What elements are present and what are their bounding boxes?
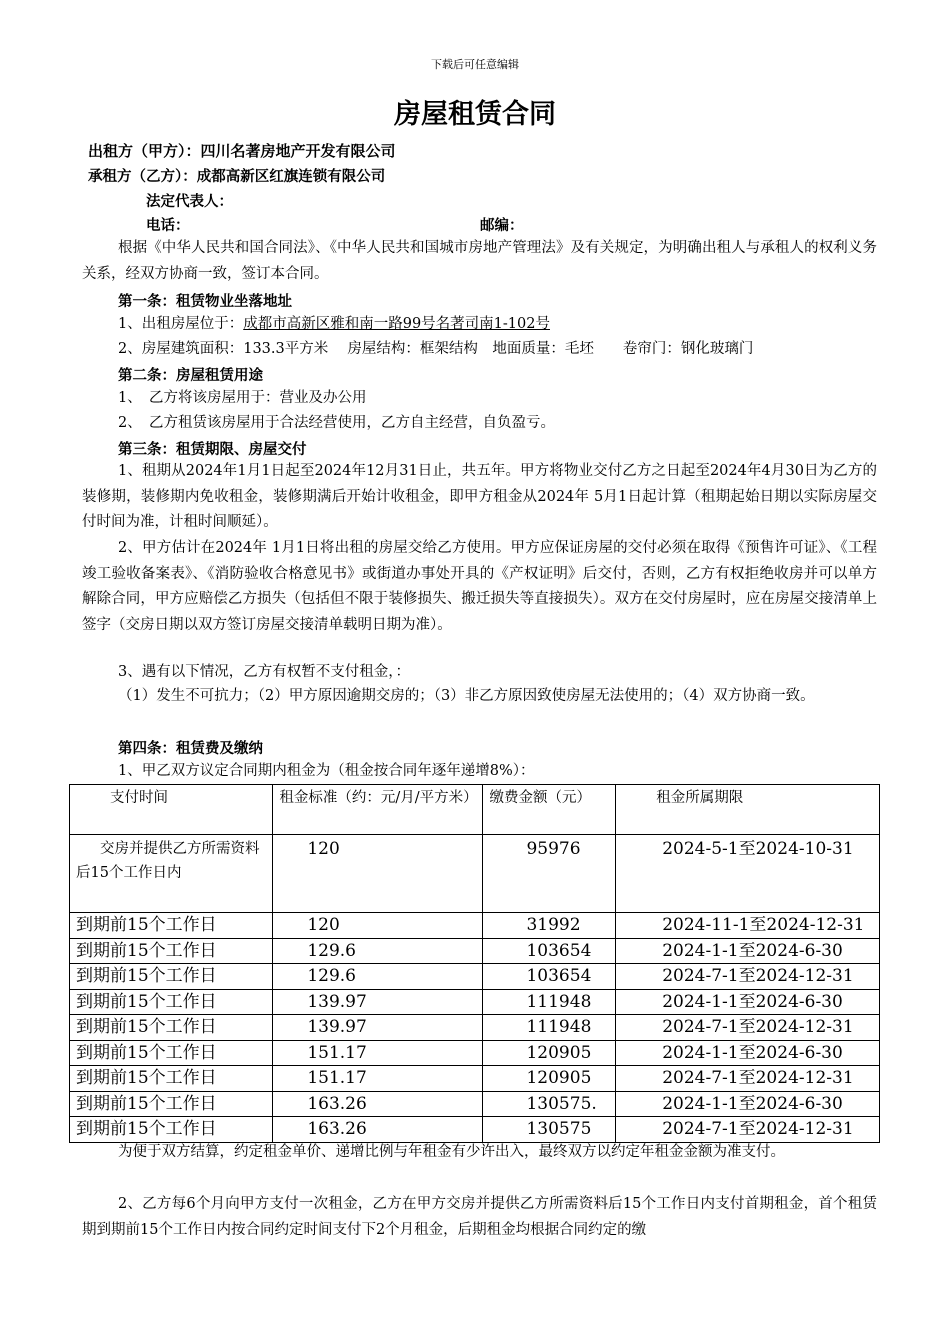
cell-period: 2024-7-1至2024-12-31 [616, 964, 880, 990]
article3-p2: 2、甲方估计在2024年 1月1日将出租的房屋交给乙方使用。甲方应保证房屋的交付必须在取得《预售许可证》、《工程竣工验收备案表》、《消防验收合格意见书》或街道办事处开具的《产权证明》后交付，否则，乙方有权拒绝收房并可以单方解除合同，甲方应赔偿乙方损失（包括但不限于装修损失、搬迁损失等直接损失）。双方在交付房屋时，应在房屋交接清单上签字（交房日期以双方签订房屋交接清单载明日期为准）。 [82, 540, 877, 633]
cell-amount: 111948 [483, 989, 616, 1015]
cell-period: 2024-1-1至2024-6-30 [616, 938, 880, 964]
cell-period: 2024-7-1至2024-12-31 [616, 1066, 880, 1092]
cell-period: 2024-1-1至2024-6-30 [616, 989, 880, 1015]
cell-rent-standard: 151.17 [273, 1066, 483, 1092]
article2-item2: 2、 乙方租赁该房屋用于合法经营使用，乙方自主经营，自负盈亏。 [118, 415, 555, 431]
cell-pay-time: 到期前15个工作日 [70, 964, 273, 990]
article3-p4: （1）发生不可抗力；（2）甲方原因逾期交房的；（3）非乙方原因致使房屋无法使用的；（4）双方协商一致。 [118, 688, 815, 704]
table-row [70, 1066, 880, 1092]
article3-p3: 3、遇有以下情况，乙方有权暂不支付租金，： [118, 664, 410, 680]
cell-amount: 103654 [483, 964, 616, 990]
table-row [70, 913, 880, 939]
table-row [70, 1091, 880, 1117]
header-rent-standard: 租金标准（约：元/月/平方米） [273, 785, 483, 835]
cell-pay-time: 到期前15个工作日 [70, 1040, 273, 1066]
article1-item1 [118, 311, 550, 337]
cell-rent-standard: 129.6 [273, 964, 483, 990]
cell-pay-time: 到期前15个工作日 [70, 1091, 273, 1117]
legal-rep-line: 法定代表人： [146, 194, 233, 210]
article2-heading: 第二条：房屋租赁用途 [118, 368, 263, 384]
table-header-row [70, 785, 880, 835]
cell-amount: 95976 [483, 835, 616, 913]
article2-item1: 1、 乙方将该房屋用于：营业及办公用 [118, 390, 367, 406]
header-pay-time: 支付时间 [70, 785, 273, 835]
lessor-line: 出租方（甲方）：四川名著房地产开发有限公司 [88, 142, 396, 160]
table-row [70, 1117, 880, 1143]
table-row [70, 1040, 880, 1066]
cell-rent-standard: 151.17 [273, 1040, 483, 1066]
table-row [70, 835, 880, 913]
cell-pay-time: 到期前15个工作日 [70, 989, 273, 1015]
cell-rent-standard: 139.97 [273, 1015, 483, 1041]
intro-paragraph: 根据《中华人民共和国合同法》、《中华人民共和国城市房地产管理法》及有关规定，为明确出租人与承租人的权利义务关系，经双方协商一致，签订本合同。 [82, 240, 877, 282]
table-row [70, 964, 880, 990]
table-row [70, 1015, 880, 1041]
cell-period: 2024-1-1至2024-6-30 [616, 1091, 880, 1117]
article3-heading: 第三条：租赁期限、房屋交付 [118, 442, 307, 458]
table-row [70, 938, 880, 964]
cell-amount: 31992 [483, 913, 616, 939]
cell-pay-time: 交房并提供乙方所需资料后15个工作日内 [70, 835, 273, 913]
cell-period: 2024-11-1至2024-12-31 [616, 913, 880, 939]
cell-rent-standard: 120 [273, 913, 483, 939]
cell-pay-time: 到期前15个工作日 [70, 913, 273, 939]
article1-heading: 第一条：租赁物业坐落地址 [118, 294, 292, 310]
cell-period: 2024-5-1至2024-10-31 [616, 835, 880, 913]
cell-pay-time: 到期前15个工作日 [70, 1066, 273, 1092]
cell-pay-time: 到期前15个工作日 [70, 1015, 273, 1041]
cell-pay-time: 到期前15个工作日 [70, 938, 273, 964]
rent-table [69, 784, 880, 1143]
phone-label: 电话： [146, 218, 190, 234]
cell-amount: 130575 [483, 1117, 616, 1143]
cell-rent-standard: 163.26 [273, 1091, 483, 1117]
header-note: 下载后可任意编辑 [431, 58, 519, 71]
cell-rent-standard: 139.97 [273, 989, 483, 1015]
article4-note: 为便于双方结算，约定租金单价、递增比例与年租金有少许出入，最终双方以约定年租金金额为准支付。 [118, 1144, 785, 1160]
postcode-label: 邮编： [480, 218, 524, 234]
cell-amount: 111948 [483, 1015, 616, 1041]
header-amount: 缴费金额（元） [483, 785, 616, 835]
cell-amount: 130575. [483, 1091, 616, 1117]
article4-p2: 2、乙方每6个月向甲方支付一次租金，乙方在甲方交房并提供乙方所需资料后15个工作日内支付首期租金，首个租赁期到期前15个工作日内按合同约定时间支付下2个月租金，后期租金均根据合同约定的缴 [82, 1196, 877, 1238]
property-address: 成都市高新区雅和南一路99号名著司南1-102号 [243, 316, 550, 332]
article1-item1-label: 1、出租房屋位于： [118, 316, 244, 332]
document-title: 房屋租赁合同 [394, 99, 556, 130]
cell-pay-time: 到期前15个工作日 [70, 1117, 273, 1143]
article4-heading: 第四条：租赁费及缴纳 [118, 741, 263, 757]
cell-amount: 103654 [483, 938, 616, 964]
article1-item2: 2、房屋建筑面积：133.3平方米 房屋结构：框架结构 地面质量：毛坯 卷帘门：钢化玻璃门 [118, 341, 754, 357]
cell-rent-standard: 129.6 [273, 938, 483, 964]
cell-period: 2024-7-1至2024-12-31 [616, 1117, 880, 1143]
cell-amount: 120905 [483, 1040, 616, 1066]
table-row [70, 989, 880, 1015]
cell-period: 2024-7-1至2024-12-31 [616, 1015, 880, 1041]
article4-p1: 1、甲乙双方议定合同期内租金为（租金按合同年逐年递增8%）： [118, 763, 535, 779]
cell-amount: 120905 [483, 1066, 616, 1092]
cell-period: 2024-1-1至2024-6-30 [616, 1040, 880, 1066]
article3-p1: 1、租期从2024年1月1日起至2024年12月31日止，共五年。甲方将物业交付乙方之日起至2024年4月30日为乙方的装修期，装修期内免收租金，装修期满后开始计收租金，即甲方租金从2024年 5月1日起计算（租期起始日期以实际房屋交付时间为准，计租时间顺延）。 [82, 463, 877, 530]
header-period: 租金所属期限 [616, 785, 880, 835]
lessee-line: 承租方（乙方）：成都高新区红旗连锁有限公司 [88, 169, 386, 185]
cell-rent-standard: 163.26 [273, 1117, 483, 1143]
cell-rent-standard: 120 [273, 835, 483, 913]
